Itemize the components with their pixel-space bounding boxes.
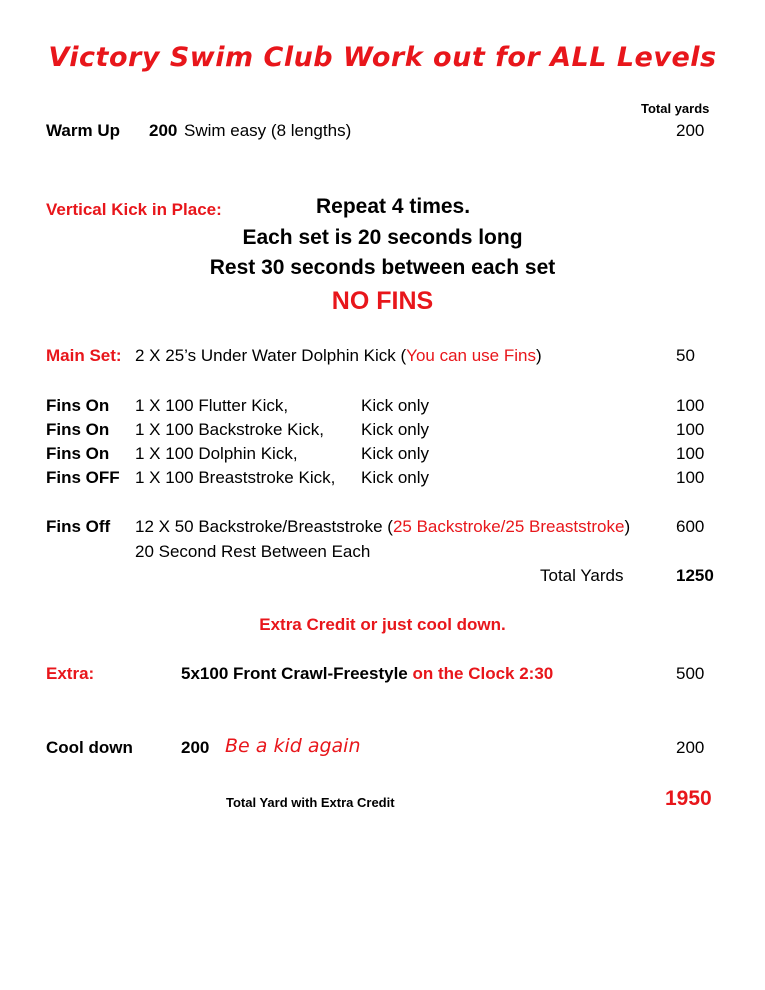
cooldown-note: Be a kid again [225, 735, 361, 757]
extra-yards: 500 [676, 664, 705, 683]
grand-total-label: Total Yard with Extra Credit [226, 795, 395, 810]
kick-row-note: Kick only [361, 444, 430, 463]
grand-total-value: 1950 [665, 787, 712, 810]
fins-off-line [135, 517, 630, 537]
kick-row-desc: 1 X 100 Dolphin Kick, [135, 444, 298, 463]
main-set-yards: 50 [676, 346, 695, 365]
main-set-note: You can use Fins [406, 346, 536, 365]
vertical-kick-line3: Rest 30 seconds between each set [209, 256, 556, 279]
no-fins-warning: NO FINS [331, 287, 434, 315]
vertical-kick-label: Vertical Kick in Place: [46, 200, 222, 219]
total-yards-header: Total yards [641, 101, 710, 116]
extra-note: on the Clock 2:30 [412, 664, 554, 683]
kick-row-desc: 1 X 100 Flutter Kick, [135, 396, 289, 415]
kick-row-yards: 100 [676, 396, 705, 415]
fins-off-yards: 600 [676, 517, 705, 536]
cooldown-amount: 200 [181, 738, 210, 757]
main-set-desc: 2 X 25’s Under Water Dolphin Kick ( [135, 346, 407, 365]
kick-row-yards: 100 [676, 420, 705, 439]
total-yards-label: Total Yards [540, 566, 624, 585]
fins-off-label: Fins Off [46, 517, 111, 536]
fins-off-note: 25 Backstroke/25 Breaststroke [392, 517, 625, 536]
cooldown-label: Cool down [46, 738, 133, 757]
kick-row-note: Kick only [361, 468, 430, 487]
kick-row-desc: 1 X 100 Breaststroke Kick, [135, 468, 336, 487]
kick-row-desc: 1 X 100 Backstroke Kick, [135, 420, 324, 439]
main-set-line [135, 346, 542, 366]
warmup-label: Warm Up [46, 121, 120, 140]
warmup-yards: 200 [676, 121, 705, 140]
kick-row-label: Fins OFF [46, 468, 120, 487]
kick-row-label: Fins On [46, 444, 110, 463]
page-title: Victory Swim Club Work out for ALL Levels [48, 42, 717, 73]
fins-off-rest: 20 Second Rest Between Each [135, 542, 371, 561]
fins-off-close: ) [624, 517, 631, 536]
main-set-label: Main Set: [46, 346, 122, 365]
fins-off-desc: 12 X 50 Backstroke/Breaststroke ( [135, 517, 393, 536]
kick-row-label: Fins On [46, 420, 110, 439]
extra-label: Extra: [46, 664, 95, 683]
total-yards-value: 1250 [676, 566, 714, 585]
kick-row-note: Kick only [361, 420, 430, 439]
extra-desc: 5x100 Front Crawl-Freestyle [181, 664, 413, 683]
kick-row-yards: 100 [676, 468, 705, 487]
main-set-close: ) [535, 346, 542, 365]
warmup-desc: Swim easy (8 lengths) [184, 121, 352, 140]
kick-row-yards: 100 [676, 444, 705, 463]
kick-row-label: Fins On [46, 396, 110, 415]
vertical-kick-line2: Each set is 20 seconds long [242, 226, 523, 249]
extra-credit-heading: Extra Credit or just cool down. [259, 615, 506, 634]
cooldown-yards: 200 [676, 738, 705, 757]
kick-row-note: Kick only [361, 396, 430, 415]
warmup-amount: 200 [149, 121, 178, 140]
extra-line [181, 664, 553, 684]
vertical-kick-line1: Repeat 4 times. [316, 195, 471, 218]
